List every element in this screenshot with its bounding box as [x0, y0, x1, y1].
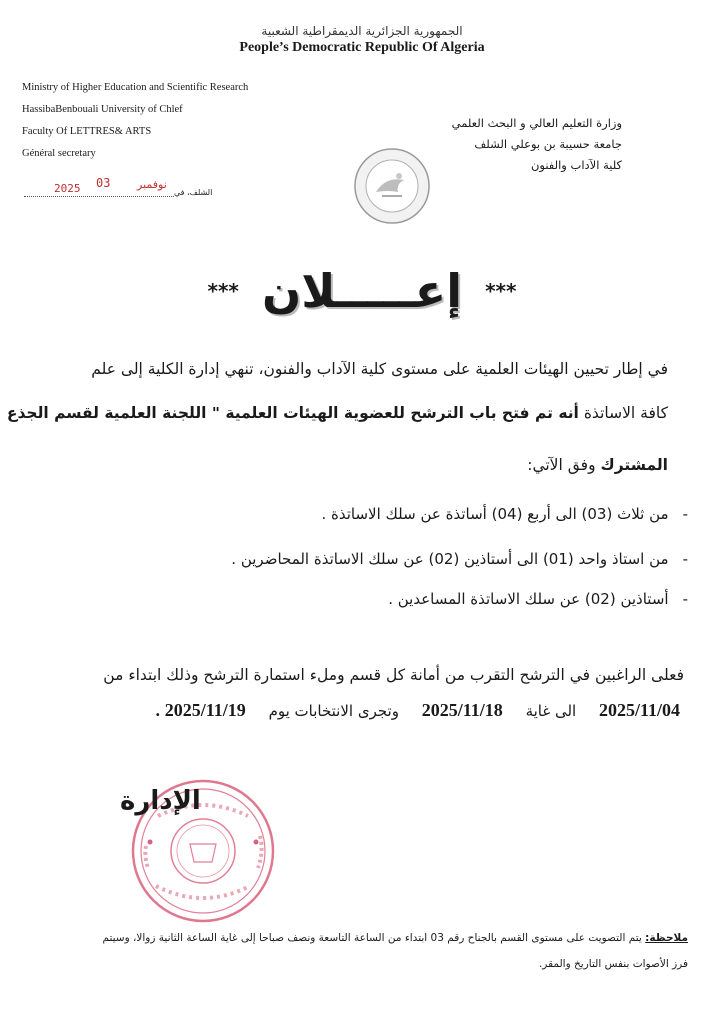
ministry-ar: وزارة التعليم العالي و البحث العلمي — [451, 116, 622, 130]
date-day: 03 — [96, 176, 111, 190]
list-item-text: أستاذين (02) عن سلك الاساتذة المساعدين . — [388, 590, 669, 608]
list-item: -من استاذ واحد (01) الى أستاذين (02) عن سلك الاساتذة المحاضرين . — [231, 550, 688, 568]
date-month: نوفمبر — [137, 178, 167, 191]
date-dotted-line — [24, 196, 174, 197]
faculty-ar: كلية الآداب والفنون — [530, 158, 622, 172]
note-line-1 — [102, 932, 688, 944]
administration-signature: الإدارة — [120, 786, 201, 816]
note-label: ملاحظة: — [645, 932, 688, 944]
dates-line — [155, 700, 680, 721]
election-label: وتجرى الانتخابات يوم — [268, 702, 399, 720]
date-year: 2025 — [54, 182, 81, 195]
title-stars-right: *** — [485, 279, 517, 303]
note-text-1: يتم التصويت على مستوى القسم بالجناح رقم 03 ابتداء من الساعة التاسعة ونصف صباحا إلى غاية الساعة الثانية زوالا، وسيتم — [102, 932, 642, 944]
date-end: 2025/11/18 — [421, 700, 503, 720]
title-text: إعـــــلان — [262, 264, 462, 318]
university-logo-icon — [352, 146, 432, 226]
republic-english: People’s Democratic Republic Of Algeria — [239, 40, 485, 55]
body-line-2 — [7, 404, 668, 422]
ministry-en: Ministry of Higher Education and Scientific Research — [22, 82, 249, 93]
list-item-text: من ثلاث (03) الى أربع (04) أساتذة عن سلك الاساتذة . — [321, 505, 669, 523]
date-start: 2025/11/04 — [598, 700, 680, 720]
university-en: HassibaBenbouali University of Chlef — [22, 104, 183, 115]
body-line-3 — [527, 456, 668, 474]
note-line-2: فرز الأصوات بنفس التاريخ والمقر. — [538, 958, 688, 970]
list-item: -أستاذين (02) عن سلك الاساتذة المساعدين . — [388, 590, 688, 608]
list-item-text: من استاذ واحد (01) الى أستاذين (02) عن سلك الاساتذة المحاضرين . — [231, 550, 669, 568]
body-line-1: في إطار تحيين الهيئات العلمية على مستوى كلية الآداب والفنون، تنهي إدارة الكلية إلى علم — [91, 360, 668, 378]
date-city-label: الشلف، في — [174, 188, 213, 197]
body-line-3-bold: المشترك — [600, 456, 668, 474]
faculty-en: Faculty Of LETTRES& ARTS — [22, 126, 152, 137]
body-line-2-prefix: كافة الاساتذة — [583, 404, 668, 422]
announcement-title — [0, 264, 724, 318]
body-line-4: فعلى الراغبين في الترشح التقرب من أمانة كل قسم وملء استمارة الترشح وذلك ابتداء من — [103, 666, 684, 684]
republic-arabic: الجمهورية الجزائرية الديمقراطية الشعبية — [261, 24, 463, 38]
to-label: الى غاية — [525, 702, 577, 720]
body-line-2-bold: أنه تم فتح باب الترشح للعضوية الهيئات العلمية " اللجنة العلمية لقسم الجذع — [6, 404, 579, 422]
secretary-en: Général secretary — [22, 148, 96, 159]
university-ar: جامعة حسيبة بن بوعلي الشلف — [474, 137, 622, 151]
end-dot: . — [155, 700, 160, 720]
date-election: 2025/11/19 — [164, 700, 246, 720]
body-line-3-rest: وفق الآتي: — [527, 456, 596, 474]
list-item: -من ثلاث (03) الى أربع (04) أساتذة عن سلك الاساتذة . — [321, 505, 688, 523]
title-stars-left: *** — [207, 279, 239, 303]
